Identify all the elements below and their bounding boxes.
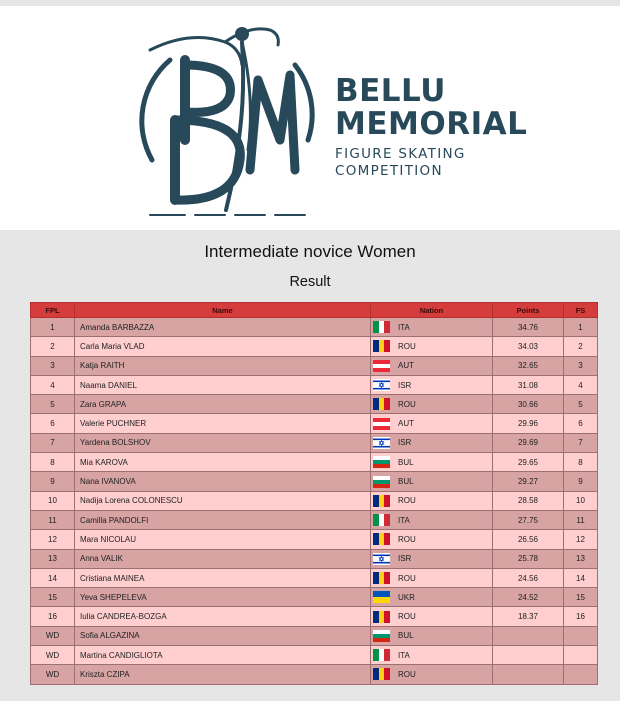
table-row[interactable] bbox=[31, 318, 598, 337]
cell-nation bbox=[371, 433, 493, 452]
nation-code: UKR bbox=[398, 592, 415, 602]
cell-points: 24.56 bbox=[493, 568, 564, 587]
cell-points: 25.78 bbox=[493, 549, 564, 568]
cell-nation bbox=[371, 510, 493, 529]
cell-fpl: 7 bbox=[31, 433, 75, 452]
cell-name: Nana IVANOVA bbox=[75, 472, 371, 491]
results-table bbox=[30, 302, 598, 685]
romania-flag-icon bbox=[373, 668, 390, 680]
cell-points: 26.56 bbox=[493, 530, 564, 549]
cell-fpl: WD bbox=[31, 626, 75, 645]
cell-fs: 4 bbox=[564, 375, 598, 394]
cell-fpl: 12 bbox=[31, 530, 75, 549]
nation-code: BUL bbox=[398, 457, 414, 467]
bulgaria-flag-icon bbox=[373, 476, 390, 488]
cell-fs: 15 bbox=[564, 588, 598, 607]
cell-fs: 12 bbox=[564, 530, 598, 549]
cell-fs bbox=[564, 646, 598, 665]
cell-points bbox=[493, 646, 564, 665]
cell-nation bbox=[371, 395, 493, 414]
nation-code: AUT bbox=[398, 419, 414, 429]
nation-code: ITA bbox=[398, 515, 410, 525]
cell-fs: 9 bbox=[564, 472, 598, 491]
romania-flag-icon bbox=[373, 572, 390, 584]
col-header-nation[interactable]: Nation bbox=[371, 303, 493, 318]
cell-points: 32.65 bbox=[493, 356, 564, 375]
cell-fs: 1 bbox=[564, 318, 598, 337]
cell-name: Kriszta CZIPA bbox=[75, 665, 371, 684]
cell-nation bbox=[371, 414, 493, 433]
italy-flag-icon bbox=[373, 649, 390, 661]
cell-fs: 13 bbox=[564, 549, 598, 568]
cell-name: Mia KAROVA bbox=[75, 453, 371, 472]
cell-fpl: 11 bbox=[31, 510, 75, 529]
nation-code: ROU bbox=[398, 573, 416, 583]
table-row[interactable] bbox=[31, 472, 598, 491]
cell-fs: 3 bbox=[564, 356, 598, 375]
nation-code: ROU bbox=[398, 534, 416, 544]
cell-points: 29.96 bbox=[493, 414, 564, 433]
nation-code: ISR bbox=[398, 438, 412, 448]
cell-points bbox=[493, 626, 564, 645]
cell-points: 24.52 bbox=[493, 588, 564, 607]
italy-flag-icon bbox=[373, 514, 390, 526]
cell-fpl: WD bbox=[31, 665, 75, 684]
cell-fpl: 6 bbox=[31, 414, 75, 433]
italy-flag-icon bbox=[373, 321, 390, 333]
table-row[interactable] bbox=[31, 588, 598, 607]
cell-name: Iulia CANDREA-BOZGA bbox=[75, 607, 371, 626]
col-header-fpl[interactable]: FPL bbox=[31, 303, 75, 318]
cell-fs: 6 bbox=[564, 414, 598, 433]
cell-nation bbox=[371, 568, 493, 587]
table-row[interactable] bbox=[31, 568, 598, 587]
nation-code: ROU bbox=[398, 399, 416, 409]
israel-flag-icon bbox=[373, 553, 390, 565]
cell-nation bbox=[371, 375, 493, 394]
romania-flag-icon bbox=[373, 533, 390, 545]
table-row[interactable] bbox=[31, 510, 598, 529]
cell-points bbox=[493, 665, 564, 684]
header-banner bbox=[0, 6, 620, 230]
cell-name: Carla Maria VLAD bbox=[75, 337, 371, 356]
cell-nation bbox=[371, 318, 493, 337]
cell-fs: 14 bbox=[564, 568, 598, 587]
cell-nation bbox=[371, 607, 493, 626]
cell-points: 29.27 bbox=[493, 472, 564, 491]
cell-points: 28.58 bbox=[493, 491, 564, 510]
ukraine-flag-icon bbox=[373, 591, 390, 603]
cell-fs bbox=[564, 626, 598, 645]
cell-fs: 10 bbox=[564, 491, 598, 510]
table-row[interactable] bbox=[31, 491, 598, 510]
nation-code: ISR bbox=[398, 380, 412, 390]
romania-flag-icon bbox=[373, 495, 390, 507]
table-body bbox=[31, 318, 598, 685]
cell-fs: 8 bbox=[564, 453, 598, 472]
event-subtitle: Result bbox=[289, 274, 331, 290]
cell-name: Mara NICOLAU bbox=[75, 530, 371, 549]
cell-fpl: 14 bbox=[31, 568, 75, 587]
cell-nation bbox=[371, 665, 493, 684]
cell-fs: 16 bbox=[564, 607, 598, 626]
cell-name: Camilla PANDOLFI bbox=[75, 510, 371, 529]
cell-points: 34.03 bbox=[493, 337, 564, 356]
nation-code: ROU bbox=[398, 341, 416, 351]
col-header-fs[interactable]: FS bbox=[564, 303, 598, 318]
nation-code: AUT bbox=[398, 361, 414, 371]
austria-flag-icon bbox=[373, 418, 390, 430]
nation-code: ISR bbox=[398, 554, 412, 564]
nation-code: ROU bbox=[398, 669, 416, 679]
nation-code: ITA bbox=[398, 650, 410, 660]
nation-code: BUL bbox=[398, 631, 414, 641]
israel-flag-icon bbox=[373, 437, 390, 449]
cell-fpl: 1 bbox=[31, 318, 75, 337]
cell-points: 31.08 bbox=[493, 375, 564, 394]
cell-fpl: 10 bbox=[31, 491, 75, 510]
cell-fpl: 5 bbox=[31, 395, 75, 414]
table-header-row bbox=[31, 303, 598, 318]
table-row[interactable] bbox=[31, 395, 598, 414]
cell-nation bbox=[371, 588, 493, 607]
brand-line-2: MEMORIAL bbox=[335, 106, 528, 142]
bulgaria-flag-icon bbox=[373, 456, 390, 468]
table-row[interactable] bbox=[31, 626, 598, 645]
cell-name: Yeva SHEPELEVA bbox=[75, 588, 371, 607]
table-row[interactable] bbox=[31, 337, 598, 356]
cell-name: Anna VALIK bbox=[75, 549, 371, 568]
table-row[interactable] bbox=[31, 530, 598, 549]
table-row[interactable] bbox=[31, 549, 598, 568]
cell-points: 34.76 bbox=[493, 318, 564, 337]
table-row[interactable] bbox=[31, 665, 598, 684]
table-row[interactable] bbox=[31, 646, 598, 665]
cell-nation bbox=[371, 646, 493, 665]
cell-fs: 7 bbox=[564, 433, 598, 452]
nation-code: ROU bbox=[398, 496, 416, 506]
table-row[interactable] bbox=[31, 356, 598, 375]
cell-name: Amanda BARBAZZA bbox=[75, 318, 371, 337]
cell-fs bbox=[564, 665, 598, 684]
col-header-points[interactable]: Points bbox=[493, 303, 564, 318]
table-row[interactable] bbox=[31, 433, 598, 452]
cell-fpl: 3 bbox=[31, 356, 75, 375]
cell-nation bbox=[371, 626, 493, 645]
cell-fpl: 8 bbox=[31, 453, 75, 472]
romania-flag-icon bbox=[373, 611, 390, 623]
cell-fpl: 16 bbox=[31, 607, 75, 626]
israel-flag-icon bbox=[373, 379, 390, 391]
cell-fpl: 15 bbox=[31, 588, 75, 607]
cell-name: Martina CANDIGLIOTA bbox=[75, 646, 371, 665]
cell-points: 30.66 bbox=[493, 395, 564, 414]
cell-nation bbox=[371, 530, 493, 549]
brand-line-3: FIGURE SKATING bbox=[335, 146, 466, 162]
table-row[interactable] bbox=[31, 453, 598, 472]
table-row[interactable] bbox=[31, 375, 598, 394]
cell-points: 29.65 bbox=[493, 453, 564, 472]
cell-nation bbox=[371, 453, 493, 472]
bulgaria-flag-icon bbox=[373, 630, 390, 642]
cell-points: 27.75 bbox=[493, 510, 564, 529]
romania-flag-icon bbox=[373, 398, 390, 410]
cell-fpl: 13 bbox=[31, 549, 75, 568]
nation-code: ITA bbox=[398, 322, 410, 332]
cell-name: Naama DANIEL bbox=[75, 375, 371, 394]
cell-name: Zara GRAPA bbox=[75, 395, 371, 414]
cell-fpl: 4 bbox=[31, 375, 75, 394]
cell-name: Yardena BOLSHOV bbox=[75, 433, 371, 452]
cell-fs: 5 bbox=[564, 395, 598, 414]
cell-name: Valerie PUCHNER bbox=[75, 414, 371, 433]
cell-nation bbox=[371, 491, 493, 510]
table-row[interactable] bbox=[31, 414, 598, 433]
table-row[interactable] bbox=[31, 607, 598, 626]
brand-line-1: BELLU bbox=[335, 73, 446, 109]
col-header-name[interactable]: Name bbox=[75, 303, 371, 318]
nation-code: ROU bbox=[398, 612, 416, 622]
cell-name: Katja RAITH bbox=[75, 356, 371, 375]
cell-fs: 11 bbox=[564, 510, 598, 529]
cell-name: Sofia ALGAZINA bbox=[75, 626, 371, 645]
brand-wordmark bbox=[335, 73, 528, 179]
cell-nation bbox=[371, 472, 493, 491]
cell-name: Cristiana MAINEA bbox=[75, 568, 371, 587]
austria-flag-icon bbox=[373, 360, 390, 372]
cell-fpl: 9 bbox=[31, 472, 75, 491]
cell-fpl: WD bbox=[31, 646, 75, 665]
cell-name: Nadija Lorena COLONESCU bbox=[75, 491, 371, 510]
brand-line-4: COMPETITION bbox=[335, 162, 443, 179]
cell-points: 18.37 bbox=[493, 607, 564, 626]
romania-flag-icon bbox=[373, 340, 390, 352]
cell-nation bbox=[371, 337, 493, 356]
cell-fpl: 2 bbox=[31, 337, 75, 356]
cell-points: 29.69 bbox=[493, 433, 564, 452]
nation-code: BUL bbox=[398, 477, 414, 487]
cell-nation bbox=[371, 356, 493, 375]
bdm-skater-logo bbox=[130, 20, 325, 225]
event-title: Intermediate novice Women bbox=[204, 242, 416, 261]
cell-nation bbox=[371, 549, 493, 568]
cell-fs: 2 bbox=[564, 337, 598, 356]
